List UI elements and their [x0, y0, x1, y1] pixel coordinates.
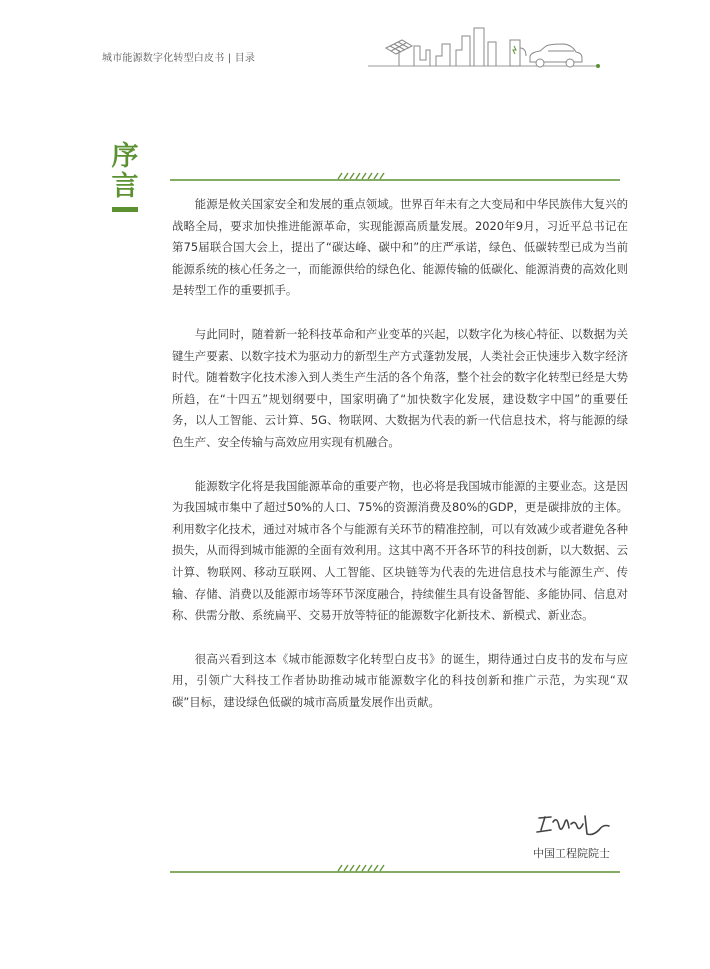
- paragraph-1: 能源是攸关国家安全和发展的重点领域。世界百年未有之大变局和中华民族伟大复兴的战略全局，要求加快推进能源革命，实现能源高质量发展。2020年9月，习近平总书记在第75届联合国大会上，提出了“碳达峰、碳中和”的庄严承诺，绿色、低碳转型已成为当前能源系统的核心任务之一，而能源供给的绿色化、能源传输的低碳化、能源消费的高效化则是转型工作的重要抓手。: [172, 197, 628, 298]
- title-dash: [112, 207, 138, 212]
- title-char-2: 言: [111, 171, 139, 202]
- preface-body: [172, 194, 628, 735]
- car-icon: [530, 44, 582, 67]
- signature-title: 中国工程院院士: [533, 847, 610, 860]
- paragraph-2: 与此同时，随着新一轮科技革命和产业变革的兴起，以数字化为核心特征、以数据为关键生产要素、以数字技术为驱动力的新型生产方式蓬勃发展，人类社会正快速步入数字经济时代。随着数字化技术渗入到人类生产生活的各个角落，整个社会的数字化转型已经是大势所趋，在“十四五”规划纲要中，国家明确了“加快数字化发展，建设数字中国”的重要任务，以人工智能、云计算、5G、物联网、大数据为代表的新一代信息技术，将与能源的绿色生产、安全传输与高效应用实现有机融合。: [172, 326, 628, 449]
- paragraph-4: 很高兴看到这本《城市能源数字化转型白皮书》的诞生，期待通过白皮书的发布与应用，引领广大科技工作者协助推动城市能源数字化的科技创新和推广示范，为实现“双碳”目标，建设绿色低碳的城市高质量发展作出贡献。: [172, 651, 628, 709]
- bottom-divider: [170, 862, 620, 874]
- header-breadcrumb: 城市能源数字化转型白皮书 | 目录: [102, 53, 256, 64]
- solar-panel-icon: [386, 40, 412, 66]
- handwritten-signature: [533, 812, 613, 842]
- top-divider: [170, 170, 620, 182]
- title-char-1: 序: [111, 141, 139, 172]
- paragraph-3: 能源数字化将是我国能源革命的重要产物，也必将是我国城市能源的主要业态。这是因为我国城市集中了超过50%的人口、75%的资源消费及80%的GDP，更是碳排放的主体。利用数字化技术，通过对城市各个与能源有关环节的精准控制，可以有效减少或者避免各种损失，从而得到城市能源的全面有效利用。这其中离不开各环节的科技创新，以大数据、云计算、物联网、移动互联网、人工智能、区块链等为代表的先进信息技术与能源生产、传输、存储、消费以及能源市场等环节深度融合，持续催生具有设备智能、多能协同、信息对称、供需分散、系统扁平、交易开放等特征的能源数字化新技术、新模式、新业态。: [172, 478, 628, 623]
- ev-charger-icon: [510, 40, 526, 66]
- page-title: [110, 142, 140, 202]
- city-skyline-illustration: [368, 26, 608, 72]
